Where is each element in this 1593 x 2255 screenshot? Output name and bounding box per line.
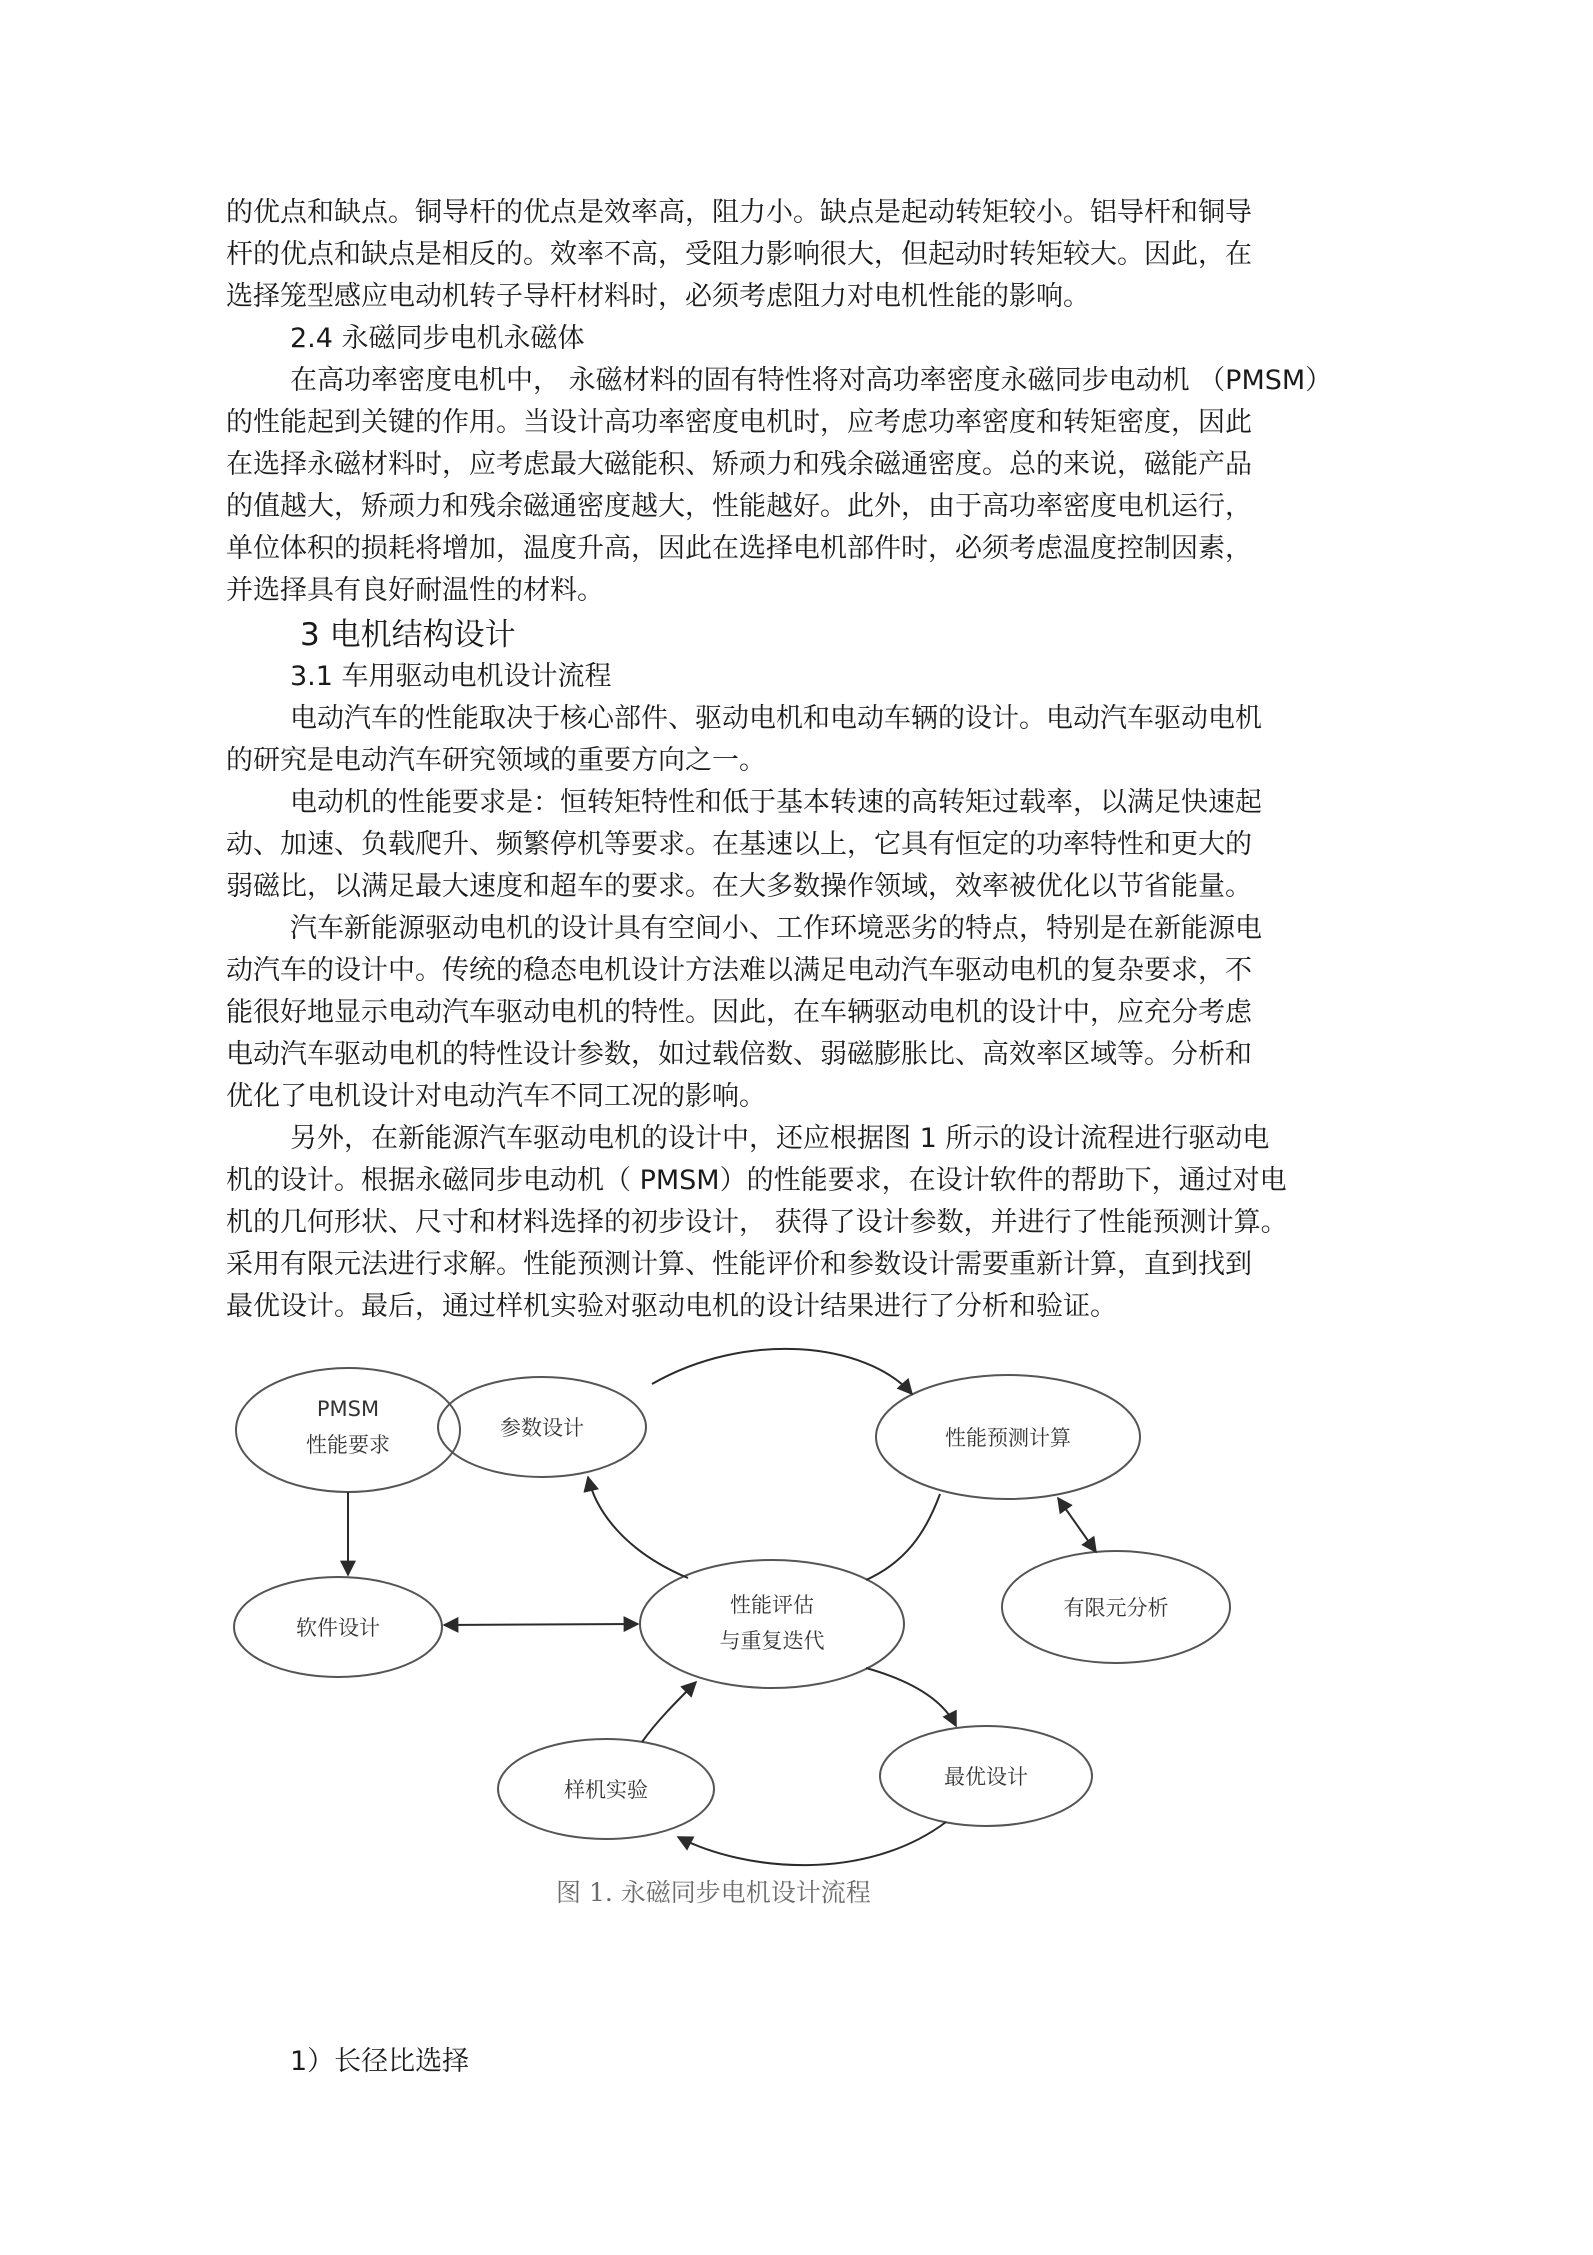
text-line: 杆的优点和缺点是相反的。效率不高，受阻力影响很大，但起动时转矩较大。因此，在 bbox=[226, 239, 1252, 270]
design-flow-figure bbox=[226, 1322, 1276, 1925]
node-software-design-label: 软件设计 bbox=[296, 1616, 380, 1640]
arrow-predict-fea bbox=[1058, 1498, 1096, 1552]
text-line: 优化了电机设计对电动汽车不同工况的影响。 bbox=[226, 1081, 766, 1112]
node-fea bbox=[1002, 1551, 1230, 1663]
section-heading: 2.4 永磁同步电机永磁体 bbox=[290, 323, 585, 354]
text-line: 采用有限元法进行求解。性能预测计算、性能评价和参数设计需要重新计算，直到找到 bbox=[226, 1249, 1252, 1280]
text-line: 并选择具有良好耐温性的材料。 bbox=[226, 575, 604, 606]
node-pmsm bbox=[236, 1368, 460, 1492]
node-optimal bbox=[880, 1726, 1092, 1826]
node-evaluation-line1: 性能评估 bbox=[730, 1593, 814, 1617]
node-optimal-label: 最优设计 bbox=[944, 1765, 1028, 1789]
subsection-heading: 1）长径比选择 bbox=[290, 2046, 470, 2077]
chapter-heading: 3 电机结构设计 bbox=[300, 617, 516, 653]
node-evaluation-line2: 与重复迭代 bbox=[719, 1629, 825, 1653]
node-perf-predict bbox=[876, 1375, 1140, 1499]
figure-caption: 图 1. 永磁同步电机设计流程 bbox=[556, 1878, 871, 1907]
arrow-evaluation-to-param bbox=[588, 1477, 688, 1578]
node-software-design bbox=[234, 1577, 442, 1677]
text-line: 在选择永磁材料时，应考虑最大磁能积、矫顽力和残余磁通密度。总的来说，磁能产品 bbox=[226, 449, 1252, 480]
text-line: 汽车新能源驱动电机的设计具有空间小、工作环境恶劣的特点，特别是在新能源电 bbox=[290, 913, 1262, 944]
text-line: 机的几何形状、尺寸和材料选择的初步设计， 获得了设计参数，并进行了性能预测计算。 bbox=[226, 1207, 1288, 1238]
arrow-optimal-to-prototype bbox=[678, 1822, 946, 1865]
text-line: 电动机的性能要求是：恒转矩特性和低于基本转速的高转矩过载率，以满足快速起 bbox=[290, 787, 1262, 818]
node-prototype bbox=[498, 1739, 714, 1839]
text-line: 机的设计。根据永磁同步电动机（ PMSM）的性能要求，在设计软件的帮助下，通过对电 bbox=[226, 1165, 1287, 1196]
node-perf-predict-label: 性能预测计算 bbox=[945, 1426, 1071, 1450]
node-prototype-label: 样机实验 bbox=[564, 1778, 648, 1802]
node-pmsm-line2: 性能要求 bbox=[306, 1433, 390, 1457]
text-line: 动汽车的设计中。传统的稳态电机设计方法难以满足电动汽车驱动电机的复杂要求，不 bbox=[226, 955, 1252, 986]
node-pmsm-line1: PMSM bbox=[316, 1397, 380, 1421]
text-line: 最优设计。最后，通过样机实验对驱动电机的设计结果进行了分析和验证。 bbox=[226, 1291, 1117, 1322]
arrow-software-evaluation bbox=[444, 1624, 638, 1625]
text-line: 动、加速、负载爬升、频繁停机等要求。在基速以上，它具有恒定的功率特性和更大的 bbox=[226, 829, 1252, 860]
text-line: 的值越大，矫顽力和残余磁通密度越大，性能越好。此外，由于高功率密度电机运行， bbox=[226, 491, 1252, 522]
text-line: 另外，在新能源汽车驱动电机的设计中，还应根据图 1 所示的设计流程进行驱动电 bbox=[290, 1123, 1270, 1154]
text-line: 在高功率密度电机中， 永磁材料的固有特性将对高功率密度永磁同步电动机 （PMSM） bbox=[290, 365, 1333, 396]
arrow-prototype-to-evaluation bbox=[642, 1682, 696, 1742]
node-param-design bbox=[438, 1377, 646, 1477]
text-line: 单位体积的损耗将增加，温度升高，因此在选择电机部件时，必须考虑温度控制因素， bbox=[226, 533, 1252, 564]
arrow-param-to-predict bbox=[652, 1349, 912, 1394]
section-heading: 3.1 车用驱动电机设计流程 bbox=[290, 661, 612, 692]
text-line: 弱磁比，以满足最大速度和超车的要求。在大多数操作领域，效率被优化以节省能量。 bbox=[226, 871, 1252, 902]
arrow-evaluation-to-optimal bbox=[866, 1668, 956, 1726]
text-line: 电动汽车的性能取决于核心部件、驱动电机和电动车辆的设计。电动汽车驱动电机 bbox=[290, 703, 1262, 734]
text-line: 能很好地显示电动汽车驱动电机的特性。因此，在车辆驱动电机的设计中，应充分考虑 bbox=[226, 997, 1252, 1028]
arrow-predict-to-evaluation bbox=[866, 1494, 940, 1580]
node-param-design-label: 参数设计 bbox=[500, 1416, 584, 1440]
text-line: 的研究是电动汽车研究领域的重要方向之一。 bbox=[226, 745, 766, 776]
text-line: 的性能起到关键的作用。当设计高功率密度电机时，应考虑功率密度和转矩密度，因此 bbox=[226, 407, 1252, 438]
node-fea-label: 有限元分析 bbox=[1063, 1596, 1169, 1620]
node-evaluation bbox=[640, 1560, 904, 1688]
flow-diagram bbox=[226, 1322, 1276, 1925]
text-line: 选择笼型感应电动机转子导杆材料时，必须考虑阻力对电机性能的影响。 bbox=[226, 281, 1090, 312]
text-line: 的优点和缺点。铜导杆的优点是效率高，阻力小。缺点是起动转矩较小。铝导杆和铜导 bbox=[226, 197, 1252, 228]
text-line: 电动汽车驱动电机的特性设计参数，如过载倍数、弱磁膨胀比、高效率区域等。分析和 bbox=[226, 1039, 1252, 1070]
